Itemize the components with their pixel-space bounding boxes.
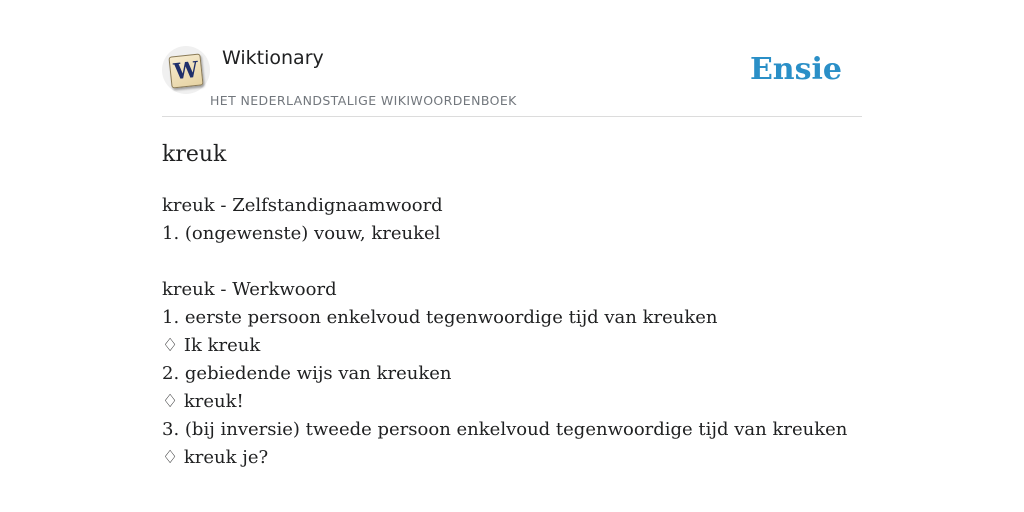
section-noun <box>162 192 862 248</box>
site-name[interactable]: Wiktionary <box>222 47 324 69</box>
definition-content <box>162 192 862 472</box>
ensie-brand-logo[interactable]: Ensie <box>749 52 842 87</box>
logo-letter: W <box>172 56 200 86</box>
section-heading: kreuk - Zelfstandignaamwoord <box>162 195 443 216</box>
section-spacer <box>162 248 862 276</box>
section-verb <box>162 276 862 472</box>
example-line: ♢ kreuk! <box>162 391 244 412</box>
site-header <box>162 0 862 117</box>
page-title: kreuk <box>162 142 227 167</box>
example-line: ♢ Ik kreuk <box>162 335 261 356</box>
definition-line: 1. (ongewenste) vouw, kreukel <box>162 223 441 244</box>
wiktionary-logo[interactable] <box>162 46 210 94</box>
definition-line: 2. gebiedende wijs van kreuken <box>162 363 452 384</box>
definition-line: 1. eerste persoon enkelvoud tegenwoordige tijd van kreuken <box>162 307 718 328</box>
wiktionary-logo-icon <box>168 53 203 88</box>
site-tagline: HET NEDERLANDSTALIGE WIKIWOORDENBOEK <box>210 93 517 108</box>
example-line: ♢ kreuk je? <box>162 447 269 468</box>
section-heading: kreuk - Werkwoord <box>162 279 337 300</box>
definition-line: 3. (bij inversie) tweede persoon enkelvoud tegenwoordige tijd van kreuken <box>162 419 848 440</box>
